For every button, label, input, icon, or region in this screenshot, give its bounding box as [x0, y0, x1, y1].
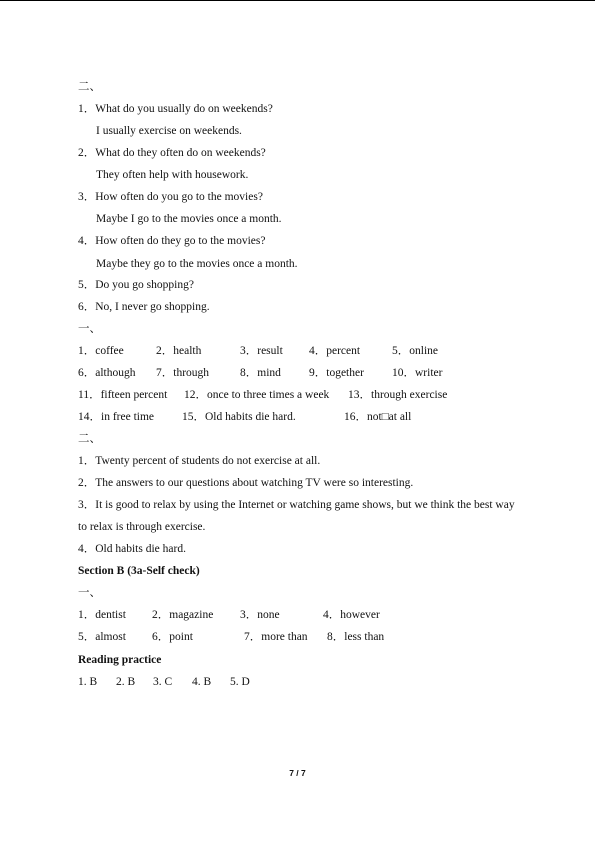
- reading-answer: 5. D: [230, 676, 250, 688]
- word-item: 3．none: [240, 609, 280, 621]
- word-item: 16．not□at all: [344, 411, 412, 423]
- word-item: 6．although: [78, 367, 136, 379]
- section-heading-1: 一、: [78, 323, 101, 335]
- word-item: 15．Old habits die hard.: [182, 411, 296, 423]
- word-item: 6．point: [152, 631, 193, 643]
- question-2: 2．What do they often do on weekends?: [78, 147, 266, 159]
- reading-answer: 4. B: [192, 676, 212, 688]
- sentence-1: 1．Twenty percent of students do not exercise at all.: [78, 455, 321, 467]
- question-5: 5．Do you go shopping?: [78, 279, 194, 291]
- word-item: 10．writer: [392, 367, 443, 379]
- answer-4: Maybe they go to the movies once a month.: [96, 258, 298, 270]
- word-item: 7．more than: [244, 631, 308, 643]
- word-item: 13．through exercise: [348, 389, 448, 401]
- answer-3: Maybe I go to the movies once a month.: [96, 213, 282, 225]
- question-6: 6．No, I never go shopping.: [78, 301, 210, 313]
- section-heading-2b: 二、: [78, 433, 101, 445]
- sentence-3-line-1: 3．It is good to relax by using the Internet or watching game shows, but we think the best way: [78, 499, 515, 511]
- word-item: 7．through: [156, 367, 210, 379]
- section-heading-2: 二、: [78, 81, 101, 93]
- word-item: 14．in free time: [78, 411, 155, 423]
- word-item: 5．online: [392, 345, 438, 357]
- reading-answer: 1. B: [78, 676, 98, 688]
- reading-practice-title: Reading practice: [78, 654, 162, 666]
- word-item: 9．together: [309, 367, 364, 379]
- word-item: 4．however: [323, 609, 380, 621]
- question-1: 1．What do you usually do on weekends?: [78, 103, 273, 115]
- word-item: 8．mind: [240, 367, 281, 379]
- sentence-3-line-2: to relax is through exercise.: [78, 521, 206, 533]
- question-4: 4．How often do they go to the movies?: [78, 235, 266, 247]
- word-item: 4．percent: [309, 345, 361, 357]
- question-3: 3．How often do you go to the movies?: [78, 191, 263, 203]
- word-item: 2．magazine: [152, 609, 214, 621]
- answer-2: They often help with housework.: [96, 169, 249, 181]
- sentence-2: 2．The answers to our questions about watching TV were so interesting.: [78, 477, 414, 489]
- word-item: 5．almost: [78, 631, 126, 643]
- reading-answer: 3. C: [153, 676, 173, 688]
- word-item: 11．fifteen percent: [78, 389, 168, 401]
- section-b-title: Section B (3a-Self check): [78, 565, 200, 577]
- word-item: 1．dentist: [78, 609, 126, 621]
- word-item: 12．once to three times a week: [184, 389, 330, 401]
- word-item: 8．less than: [327, 631, 385, 643]
- sentence-4: 4．Old habits die hard.: [78, 543, 186, 555]
- word-item: 1．coffee: [78, 345, 124, 357]
- word-item: 2．health: [156, 345, 202, 357]
- reading-answer: 2. B: [116, 676, 136, 688]
- page-number: 7 / 7: [289, 768, 306, 778]
- page-top-border: [0, 0, 595, 1]
- word-item: 3．result: [240, 345, 283, 357]
- section-heading-1b: 一、: [78, 587, 101, 599]
- answer-1: I usually exercise on weekends.: [96, 125, 242, 137]
